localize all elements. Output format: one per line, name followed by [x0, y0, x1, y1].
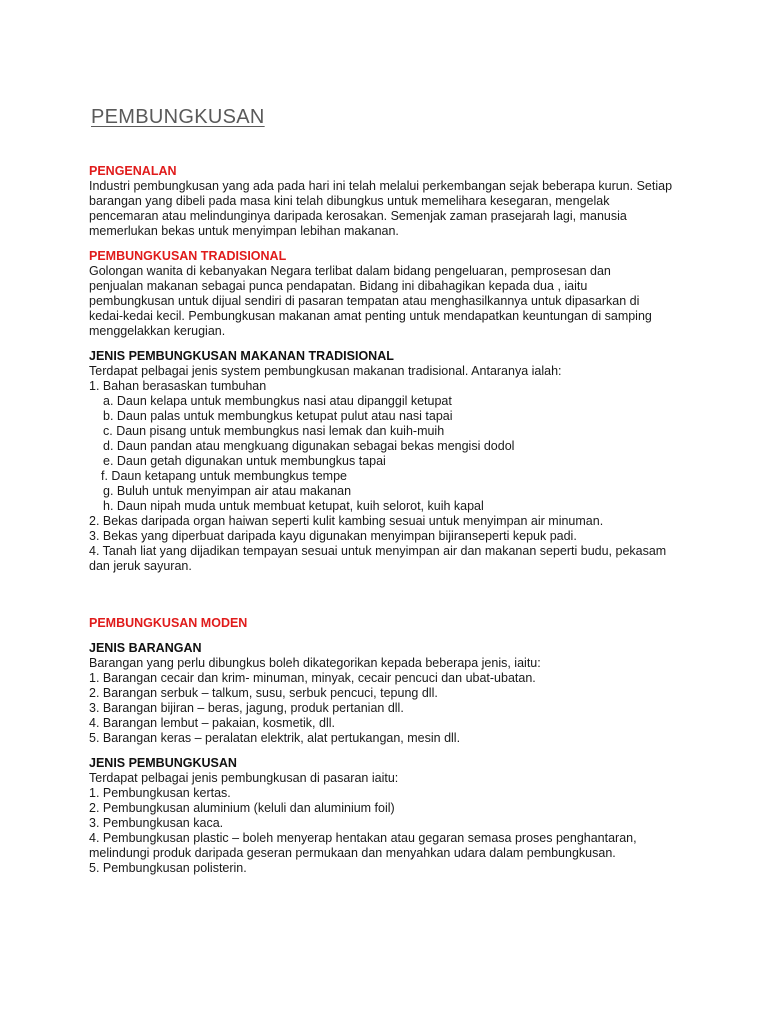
document-title: PEMBUNGKUSAN [91, 106, 265, 128]
paragraph-line: pencemaran atau melindunginya daripada kerosakan. Semenjak zaman prasejarah lagi, manusia [89, 209, 627, 223]
list-item: 3. Pembungkusan kaca. [89, 816, 224, 830]
paragraph-line: Terdapat pelbagai jenis system pembungkusan makanan tradisional. Antaranya ialah: [89, 364, 562, 378]
list-item: dan jeruk sayuran. [89, 559, 192, 573]
sub-list-item: e. Daun getah digunakan untuk membungkus tapai [103, 454, 386, 468]
paragraph-line: Industri pembungkusan yang ada pada hari ini telah melalui perkembangan sejak beberapa kurun. Setiap [89, 179, 673, 193]
list-item: 1. Barangan cecair dan krim- minuman, minyak, cecair pencuci dan ubat-ubatan. [89, 671, 536, 685]
paragraph-line: pembungkusan untuk dijual sendiri di pasaran tempatan atau menghasilkannya untuk dipasarkan di [89, 294, 640, 308]
list-item: melindungi produk daripada geseran permukaan dan menyahkan udara dalam pembungkusan. [89, 846, 616, 860]
sub-list-item: b. Daun palas untuk membungkus ketupat pulut atau nasi tapai [103, 409, 453, 423]
list-item: 4. Tanah liat yang dijadikan tempayan sesuai untuk menyimpan air dan makanan seperti budu, pekasam [89, 544, 667, 558]
list-item: 2. Barangan serbuk – talkum, susu, serbuk pencuci, tepung dll. [89, 686, 438, 700]
sub-list-item: h. Daun nipah muda untuk membuat ketupat, kuih selorot, kuih kapal [103, 499, 484, 513]
section-heading-tradisional: PEMBUNGKUSAN TRADISIONAL [89, 249, 287, 263]
section-heading-pengenalan: PENGENALAN [89, 164, 177, 178]
section-heading-jenis-barangan: JENIS BARANGAN [89, 641, 202, 655]
document-body [89, 164, 689, 876]
section-heading-jenis-pembungkusan: JENIS PEMBUNGKUSAN [89, 756, 237, 770]
section-heading-moden: PEMBUNGKUSAN MODEN [89, 616, 248, 630]
sub-list-item: a. Daun kelapa untuk membungkus nasi atau dipanggil ketupat [103, 394, 452, 408]
list-item: 1. Pembungkusan kertas. [89, 786, 231, 800]
paragraph-line: penjualan makanan sebagai punca pendapatan. Bidang ini dibahagikan kepada dua , iaitu [89, 279, 588, 293]
paragraph-line: barangan yang dibeli pada masa kini telah dibungkus untuk memelihara kesegaran, mengelak [89, 194, 610, 208]
sub-list-item: f. Daun ketapang untuk membungkus tempe [101, 469, 347, 483]
list-item: 2. Pembungkusan aluminium (keluli dan aluminium foil) [89, 801, 395, 815]
list-item: 5. Pembungkusan polisterin. [89, 861, 247, 875]
paragraph-line: menggelakkan kerugian. [89, 324, 226, 338]
list-item: 1. Bahan berasaskan tumbuhan [89, 379, 267, 393]
paragraph-line: Golongan wanita di kebanyakan Negara terlibat dalam bidang pengeluaran, pemprosesan dan [89, 264, 611, 278]
paragraph-line: kedai-kedai kecil. Pembungkusan makanan amat penting untuk mendapatkan keuntungan di samping [89, 309, 652, 323]
list-item: 4. Pembungkusan plastic – boleh menyerap hentakan atau gegaran semasa proses penghantaran, [89, 831, 637, 845]
list-item: 4. Barangan lembut – pakaian, kosmetik, dll. [89, 716, 335, 730]
paragraph-line: Barangan yang perlu dibungkus boleh dikategorikan kepada beberapa jenis, iaitu: [89, 656, 541, 670]
paragraph-line: Terdapat pelbagai jenis pembungkusan di pasaran iaitu: [89, 771, 399, 785]
sub-list-item: d. Daun pandan atau mengkuang digunakan sebagai bekas mengisi dodol [103, 439, 515, 453]
list-item: 5. Barangan keras – peralatan elektrik, alat pertukangan, mesin dll. [89, 731, 461, 745]
paragraph-line: memerlukan bekas untuk menyimpan lebihan makanan. [89, 224, 399, 238]
list-item: 2. Bekas daripada organ haiwan seperti kulit kambing sesuai untuk menyimpan air minuman. [89, 514, 604, 528]
sub-list-item: g. Buluh untuk menyimpan air atau makanan [103, 484, 352, 498]
sub-list-item: c. Daun pisang untuk membungkus nasi lemak dan kuih-muih [103, 424, 445, 438]
list-item: 3. Bekas yang diperbuat daripada kayu digunakan menyimpan bijiranseperti kepuk padi. [89, 529, 577, 543]
list-item: 3. Barangan bijiran – beras, jagung, produk pertanian dll. [89, 701, 404, 715]
section-heading-jenis-tradisional: JENIS PEMBUNGKUSAN MAKANAN TRADISIONAL [89, 349, 394, 363]
